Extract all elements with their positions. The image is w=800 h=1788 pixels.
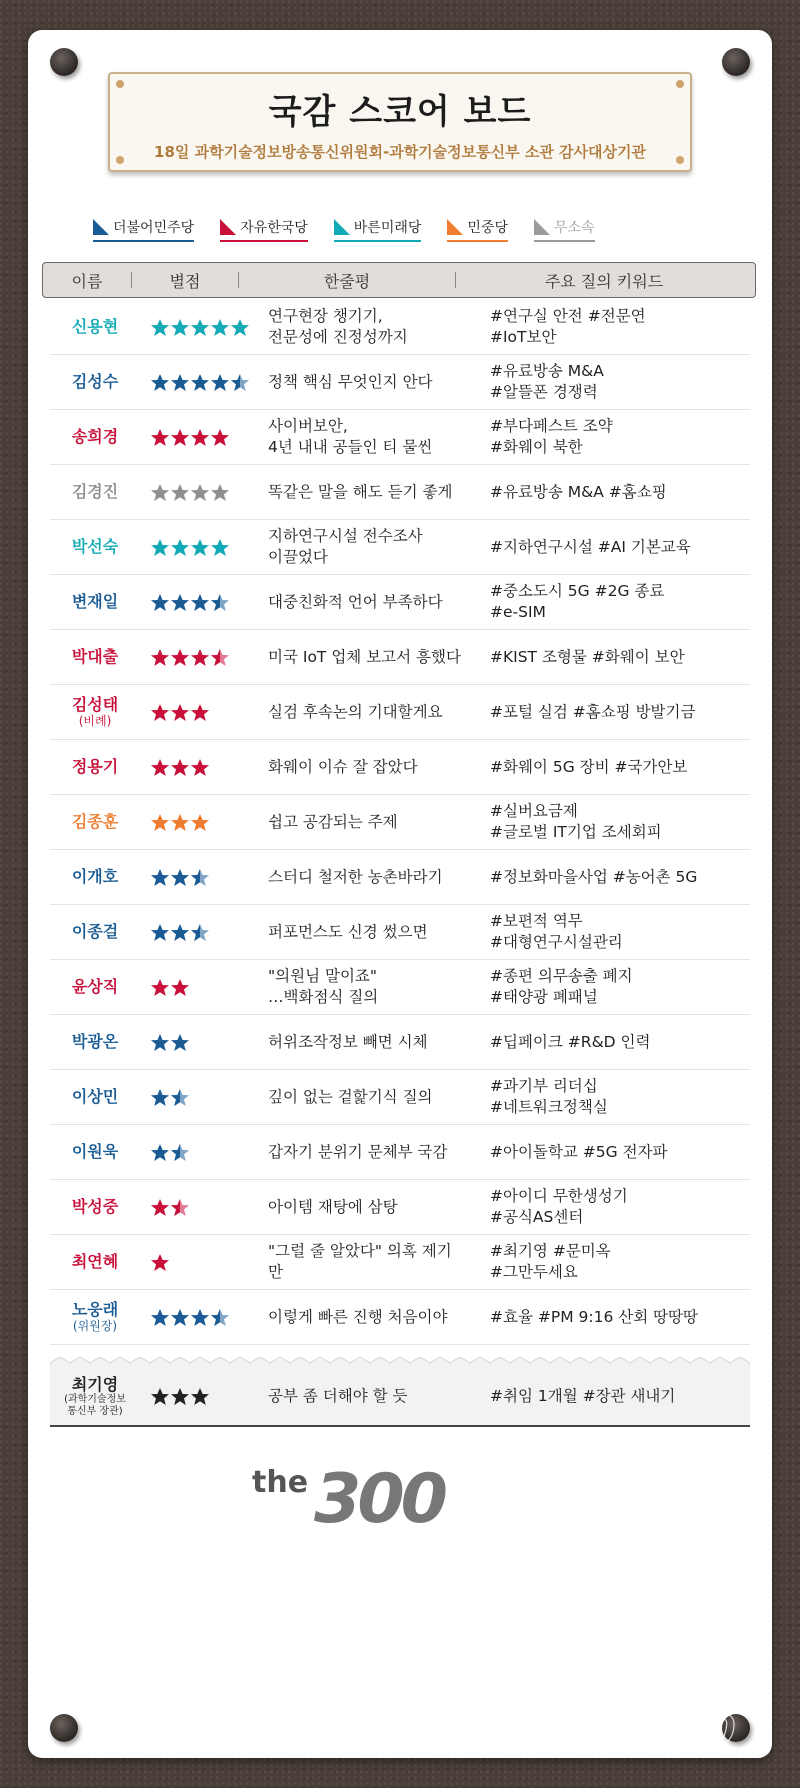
table-row <box>50 520 750 575</box>
keywords <box>466 361 750 403</box>
star-rating <box>140 923 250 942</box>
table-row <box>50 410 750 465</box>
table-row <box>50 1290 750 1345</box>
star-icon <box>150 1308 170 1327</box>
table-row <box>50 1180 750 1235</box>
keywords <box>466 647 750 668</box>
oneliner <box>250 1241 466 1283</box>
member-name <box>50 647 140 666</box>
member-name-text: 윤상직 <box>71 977 119 997</box>
keywords <box>466 306 750 348</box>
oneliner-line: 정책 핵심 무엇인지 안다 <box>268 372 433 391</box>
keyword-line: #글로벌 IT기업 조세회피 <box>490 823 662 841</box>
keyword-line: #포털 실검 #홈쇼핑 방발기금 <box>490 702 696 721</box>
keywords <box>466 416 750 458</box>
half-star-icon <box>170 1198 190 1217</box>
table-row <box>50 465 750 520</box>
pushpin-icon <box>722 48 750 76</box>
star-icon <box>190 318 210 337</box>
table-row <box>50 905 750 960</box>
oneliner-line: 공부 좀 더해야 할 듯 <box>268 1386 408 1405</box>
header-keywords: 주요 질의 키워드 <box>544 271 664 291</box>
member-name-text: 이개호 <box>71 867 119 887</box>
keywords <box>466 702 750 723</box>
star-icon <box>210 538 230 557</box>
oneliner-line: 미국 IoT 업체 보고서 흥했다 <box>268 647 461 666</box>
star-icon <box>150 868 170 887</box>
star-icon <box>230 318 250 337</box>
half-star-icon <box>170 1088 190 1107</box>
oneliner-line: 깊이 없는 겉핥기식 질의 <box>268 1087 433 1106</box>
legend-swatch-icon <box>334 219 350 235</box>
member-role: (위원장) <box>72 1319 118 1334</box>
oneliner <box>250 592 466 613</box>
star-icon <box>150 1033 170 1052</box>
member-role: 통신부 장관) <box>67 1405 123 1417</box>
star-icon <box>150 593 170 612</box>
star-icon <box>190 483 210 502</box>
star-icon <box>150 538 170 557</box>
keyword-line: #아이디 무한생성기 <box>490 1187 628 1206</box>
star-icon <box>190 758 210 777</box>
keywords <box>466 1307 750 1328</box>
table-row <box>50 685 750 740</box>
star-icon <box>190 593 210 612</box>
star-rating <box>140 373 250 392</box>
star-icon <box>170 923 190 942</box>
table-row <box>50 850 750 905</box>
star-icon <box>170 593 190 612</box>
legend-swatch-icon <box>220 219 236 235</box>
star-icon <box>150 1387 170 1406</box>
keyword-line: #지하연구시설 #AI 기본교육 <box>490 537 691 556</box>
oneliner-line: 쉽고 공감되는 주제 <box>268 812 398 831</box>
keyword-line: #화웨이 북한 <box>490 438 583 456</box>
table-row <box>50 1015 750 1070</box>
watermark-number: 300 <box>652 1708 736 1752</box>
star-icon <box>150 1253 170 1272</box>
watermark-brand: the <box>612 1708 646 1729</box>
keyword-line: #대형연구시설관리 <box>490 933 623 951</box>
star-icon <box>150 978 170 997</box>
star-icon <box>190 428 210 447</box>
the300-logo <box>252 1450 482 1540</box>
member-name-text: 변재일 <box>71 592 119 612</box>
member-name <box>50 537 140 556</box>
star-icon <box>170 1033 190 1052</box>
keyword-line: #e-SIM <box>490 603 546 621</box>
star-icon <box>190 373 210 392</box>
legend-label: 무소속 <box>553 219 595 236</box>
member-name-text: 노웅래 <box>71 1300 119 1320</box>
keyword-line: #유료방송 M&A #홈쇼핑 <box>490 482 667 501</box>
keyword-line: #IoT보안 <box>490 328 557 346</box>
half-star-icon <box>210 1308 230 1327</box>
member-name <box>50 1032 140 1051</box>
star-icon <box>170 483 190 502</box>
legend-swatch-icon <box>534 219 550 235</box>
oneliner <box>250 647 466 668</box>
keywords <box>466 1386 750 1407</box>
star-icon <box>190 1387 210 1406</box>
star-icon <box>150 813 170 832</box>
table-row <box>50 795 750 850</box>
member-name-text: 박성중 <box>71 1197 119 1217</box>
star-icon <box>150 923 170 942</box>
oneliner <box>250 482 466 503</box>
half-star-icon <box>230 373 250 392</box>
member-name <box>50 592 140 611</box>
header-stars: 별점 <box>169 271 201 291</box>
half-star-icon <box>170 1143 190 1162</box>
star-rating <box>140 813 250 832</box>
oneliner-line: "그럴 줄 알았다" 의혹 제기만 <box>268 1242 452 1281</box>
keyword-line: #아이돌학교 #5G 전자파 <box>490 1142 668 1161</box>
keywords <box>466 867 750 888</box>
table-header <box>42 262 756 298</box>
page-subtitle: 18일 과학기술정보방송통신위원회-과학기술정보통신부 소관 감사대상기관 <box>154 143 646 161</box>
legend-item <box>534 216 595 242</box>
watermark-logo <box>612 1692 762 1752</box>
star-icon <box>150 1198 170 1217</box>
member-name-text: 이상민 <box>71 1087 119 1107</box>
star-icon <box>210 483 230 502</box>
keywords <box>466 1241 750 1283</box>
table-row <box>50 355 750 410</box>
legend-item <box>220 216 308 242</box>
legend-label: 더불어민주당 <box>113 219 195 236</box>
keyword-line: #부다페스트 조약 <box>490 417 613 436</box>
keyword-line: #공식AS센터 <box>490 1208 584 1226</box>
keywords <box>466 757 750 778</box>
star-rating <box>140 318 250 337</box>
star-icon <box>170 538 190 557</box>
member-role: (과학기술정보 <box>64 1394 126 1406</box>
keyword-line: #태양광 폐패널 <box>490 988 598 1006</box>
half-star-icon <box>210 648 230 667</box>
star-icon <box>170 758 190 777</box>
star-icon <box>150 483 170 502</box>
member-name <box>50 977 140 996</box>
member-name <box>50 867 140 886</box>
member-name-text: 정용기 <box>71 757 119 777</box>
logo-brand: the <box>252 1465 309 1500</box>
table-row <box>50 1125 750 1180</box>
oneliner <box>250 1386 466 1407</box>
oneliner-line: 연구현장 챙기기, <box>268 307 383 326</box>
oneliner-line: 스터디 철저한 농촌바라기 <box>268 867 443 886</box>
oneliner <box>250 306 466 348</box>
header-name: 이름 <box>71 271 103 291</box>
star-icon <box>170 978 190 997</box>
table-row <box>50 575 750 630</box>
legend-item <box>93 216 194 242</box>
minister-row <box>50 1367 750 1427</box>
legend-item <box>447 216 508 242</box>
oneliner-line: 퍼포먼스도 신경 썼으면 <box>268 922 428 941</box>
star-rating <box>140 1253 250 1272</box>
star-icon <box>190 1308 210 1327</box>
oneliner <box>250 757 466 778</box>
legend-swatch-icon <box>93 219 109 235</box>
member-name-text: 송희경 <box>71 427 119 447</box>
oneliner-line: 4년 내내 공들인 티 물씬 <box>268 438 433 456</box>
member-name-text: 김성태 <box>71 695 119 715</box>
member-name-text: 김경진 <box>71 482 119 502</box>
member-name <box>50 757 140 776</box>
star-icon <box>150 428 170 447</box>
table-row <box>50 740 750 795</box>
party-legend <box>93 216 713 242</box>
keywords <box>466 482 750 503</box>
keyword-line: #딥페이크 #R&D 인력 <box>490 1032 651 1051</box>
star-rating <box>140 1143 250 1162</box>
star-icon <box>190 648 210 667</box>
pushpin-icon <box>50 48 78 76</box>
keyword-line: #화웨이 5G 장비 #국가안보 <box>490 757 688 776</box>
star-icon <box>150 1143 170 1162</box>
star-rating <box>140 868 250 887</box>
pushpin-icon <box>50 1714 78 1742</box>
member-name <box>50 922 140 941</box>
oneliner-line: "의원님 말이죠" <box>268 967 378 986</box>
scoreboard-panel <box>28 30 772 1758</box>
member-name <box>50 317 140 336</box>
legend-item <box>334 216 422 242</box>
keywords <box>466 1142 750 1163</box>
score-table <box>50 300 750 1345</box>
star-rating <box>140 758 250 777</box>
star-rating <box>140 483 250 502</box>
keyword-line: #취임 1개월 #장관 새내기 <box>490 1386 676 1405</box>
keyword-line: #그만두세요 <box>490 1263 578 1281</box>
member-name <box>50 372 140 391</box>
oneliner <box>250 1087 466 1108</box>
star-icon <box>170 703 190 722</box>
oneliner <box>250 1307 466 1328</box>
oneliner <box>250 1032 466 1053</box>
oneliner <box>250 372 466 393</box>
member-name <box>50 812 140 831</box>
star-icon <box>190 538 210 557</box>
keywords <box>466 581 750 623</box>
table-row <box>50 300 750 355</box>
member-name <box>50 695 140 729</box>
oneliner-line: 갑자기 분위기 문체부 국감 <box>268 1142 448 1161</box>
star-rating <box>140 978 250 997</box>
member-name <box>50 482 140 501</box>
member-name-text: 최연혜 <box>71 1252 119 1272</box>
half-star-icon <box>190 923 210 942</box>
member-name-text: 이종걸 <box>71 922 119 942</box>
keyword-line: #알뜰폰 경쟁력 <box>490 383 598 401</box>
keyword-line: #KIST 조형물 #화웨이 보안 <box>490 647 685 666</box>
table-row <box>50 1235 750 1290</box>
star-icon <box>170 428 190 447</box>
star-icon <box>170 1387 190 1406</box>
member-name <box>50 1087 140 1106</box>
page-title: 국감 스코어 보드 <box>268 92 532 132</box>
member-name <box>50 427 140 446</box>
member-name-text: 김성수 <box>71 372 119 392</box>
keywords <box>466 966 750 1008</box>
half-star-icon <box>190 868 210 887</box>
star-rating <box>140 538 250 557</box>
keyword-line: #네트워크정책실 <box>490 1098 608 1116</box>
member-name <box>50 1375 140 1417</box>
star-rating <box>140 1387 250 1406</box>
keywords <box>466 537 750 558</box>
legend-swatch-icon <box>447 219 463 235</box>
star-icon <box>170 373 190 392</box>
keywords <box>466 911 750 953</box>
star-icon <box>150 318 170 337</box>
keywords <box>466 1186 750 1228</box>
oneliner-line: 이렇게 빠른 진행 처음이야 <box>268 1307 448 1326</box>
member-name-text: 박선숙 <box>71 537 119 557</box>
star-rating <box>140 593 250 612</box>
member-name-text: 이원욱 <box>71 1142 119 1162</box>
keyword-line: #효율 #PM 9:16 산회 땅땅땅 <box>490 1307 699 1326</box>
oneliner <box>250 526 466 568</box>
star-icon <box>210 373 230 392</box>
member-name-text: 박광온 <box>71 1032 119 1052</box>
half-star-icon <box>210 593 230 612</box>
star-icon <box>170 868 190 887</box>
keyword-line: #정보화마을사업 #농어촌 5G <box>490 867 698 886</box>
keyword-line: #중소도시 5G #2G 종료 <box>490 582 665 601</box>
title-plaque <box>108 72 692 172</box>
oneliner-line: 허위조작정보 빼면 시체 <box>268 1032 428 1051</box>
member-name-text: 최기영 <box>71 1374 119 1394</box>
keyword-line: #과기부 리더십 <box>490 1077 598 1096</box>
star-rating <box>140 1033 250 1052</box>
oneliner-line: 실검 후속논의 기대할게요 <box>268 702 443 721</box>
star-icon <box>190 813 210 832</box>
star-icon <box>150 648 170 667</box>
star-icon <box>150 1088 170 1107</box>
oneliner <box>250 966 466 1008</box>
oneliner-line: 전문성에 진정성까지 <box>268 328 408 346</box>
oneliner-line: 대중친화적 언어 부족하다 <box>268 592 443 611</box>
keywords <box>466 801 750 843</box>
table-row <box>50 630 750 685</box>
star-icon <box>150 373 170 392</box>
keyword-line: #유료방송 M&A <box>490 362 604 381</box>
star-rating <box>140 428 250 447</box>
star-rating <box>140 648 250 667</box>
member-role: (비례) <box>78 714 112 729</box>
star-rating <box>140 1198 250 1217</box>
keyword-line: #최기영 #문미옥 <box>490 1242 611 1261</box>
star-rating <box>140 1088 250 1107</box>
star-icon <box>210 318 230 337</box>
oneliner-line: …백화점식 질의 <box>268 988 379 1006</box>
oneliner-line: 화웨이 이슈 잘 잡았다 <box>268 757 418 776</box>
keyword-line: #보편적 역무 <box>490 912 583 931</box>
keywords <box>466 1076 750 1118</box>
member-name <box>50 1300 140 1334</box>
keyword-line: #연구실 안전 #전문연 <box>490 307 646 326</box>
star-icon <box>170 1308 190 1327</box>
star-icon <box>150 703 170 722</box>
member-name-text: 신용현 <box>71 317 119 337</box>
star-icon <box>150 758 170 777</box>
star-icon <box>210 428 230 447</box>
star-icon <box>170 648 190 667</box>
table-row <box>50 1070 750 1125</box>
oneliner <box>250 1197 466 1218</box>
oneliner-line: 이끌었다 <box>268 548 328 566</box>
keywords <box>466 1032 750 1053</box>
oneliner <box>250 812 466 833</box>
oneliner <box>250 922 466 943</box>
member-name <box>50 1252 140 1271</box>
legend-label: 자유한국당 <box>240 219 308 236</box>
member-name <box>50 1197 140 1216</box>
star-icon <box>170 318 190 337</box>
keyword-line: #실버요금제 <box>490 802 578 821</box>
logo-number: 300 <box>314 1460 444 1539</box>
member-name-text: 박대출 <box>71 647 119 667</box>
member-name <box>50 1142 140 1161</box>
legend-label: 민중당 <box>467 219 508 236</box>
table-row <box>50 960 750 1015</box>
legend-label: 바른미래당 <box>353 219 422 236</box>
star-rating <box>140 1308 250 1327</box>
member-name-text: 김종훈 <box>71 812 119 832</box>
oneliner-line: 똑같은 말을 해도 듣기 좋게 <box>268 482 453 501</box>
oneliner <box>250 416 466 458</box>
oneliner <box>250 702 466 723</box>
star-rating <box>140 703 250 722</box>
header-oneliner: 한줄평 <box>323 271 371 291</box>
star-icon <box>190 703 210 722</box>
oneliner <box>250 867 466 888</box>
oneliner <box>250 1142 466 1163</box>
keyword-line: #종편 의무송출 폐지 <box>490 967 633 986</box>
oneliner-line: 아이템 재탕에 삼탕 <box>268 1197 398 1216</box>
star-icon <box>170 813 190 832</box>
oneliner-line: 사이버보안, <box>268 417 348 436</box>
oneliner-line: 지하연구시설 전수조사 <box>268 527 423 546</box>
